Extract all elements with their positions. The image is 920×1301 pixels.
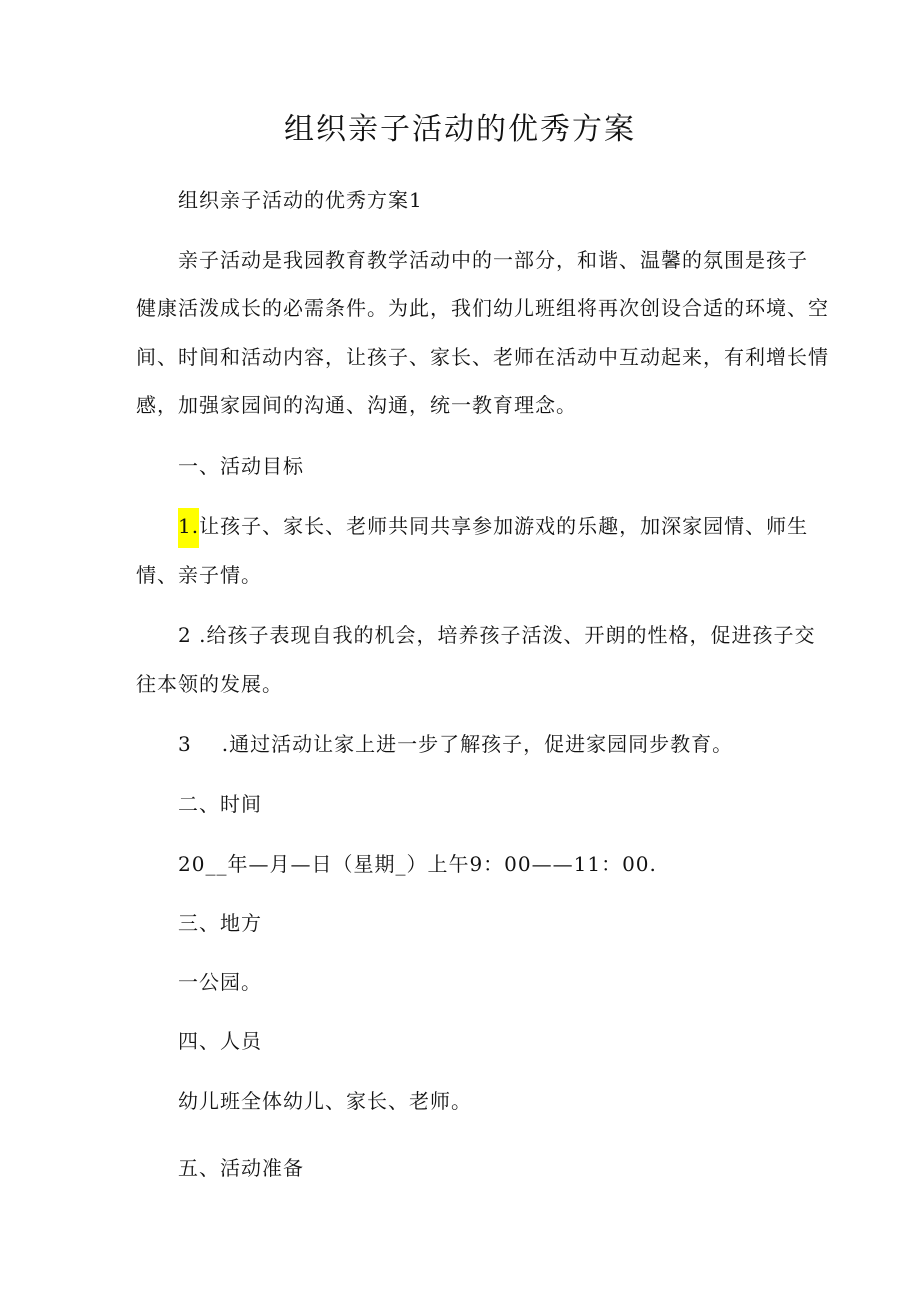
goal-item-1 bbox=[178, 511, 808, 541]
people-text: 幼儿班全体幼儿、家长、老师。 bbox=[178, 1089, 472, 1113]
intro-line-3: 间、时间和活动内容，让孩子、家长、老师在活动中互动起来，有利增长情 bbox=[136, 345, 829, 369]
heading-time: 二、时间 bbox=[178, 792, 262, 816]
heading-preparation: 五、活动准备 bbox=[178, 1156, 304, 1180]
goal-item-2-continued: 往本领的发展。 bbox=[136, 672, 283, 696]
document-title: 组织亲子活动的优秀方案 bbox=[284, 112, 636, 147]
intro-line-1: 亲子活动是我园教育教学活动中的一部分，和谐、温馨的氛围是孩子 bbox=[178, 248, 808, 272]
intro-line-2: 健康活泼成长的必需条件。为此，我们幼儿班组将再次创设合适的环境、空 bbox=[136, 296, 829, 320]
section-subtitle: 组织亲子活动的优秀方案1 bbox=[178, 188, 423, 212]
time-text: 20__年—月—日（星期_）上午9：00——11：00. bbox=[178, 852, 657, 876]
heading-place: 三、地方 bbox=[178, 911, 262, 935]
heading-goals: 一、活动目标 bbox=[178, 454, 304, 478]
goal-item-3 bbox=[178, 729, 733, 759]
goal-item-1-continued: 情、亲子情。 bbox=[136, 563, 262, 587]
place-text: 一公园。 bbox=[178, 970, 262, 994]
heading-people: 四、人员 bbox=[178, 1029, 262, 1053]
goal-item-3-text: .通过活动让家上进一步了解孩子，促进家园同步教育。 bbox=[221, 732, 734, 756]
goal-item-1-text: 让孩子、家长、老师共同共享参加游戏的乐趣，加深家园情、师生 bbox=[199, 514, 809, 538]
goal-item-3-number: 3 bbox=[178, 732, 192, 756]
intro-line-4: 感，加强家园间的沟通、沟通，统一教育理念。 bbox=[136, 393, 577, 417]
goal-item-1-number: 1. bbox=[178, 508, 199, 548]
goal-item-2: 2 .给孩子表现自我的机会，培养孩子活泼、开朗的性格，促进孩子交 bbox=[178, 623, 816, 647]
